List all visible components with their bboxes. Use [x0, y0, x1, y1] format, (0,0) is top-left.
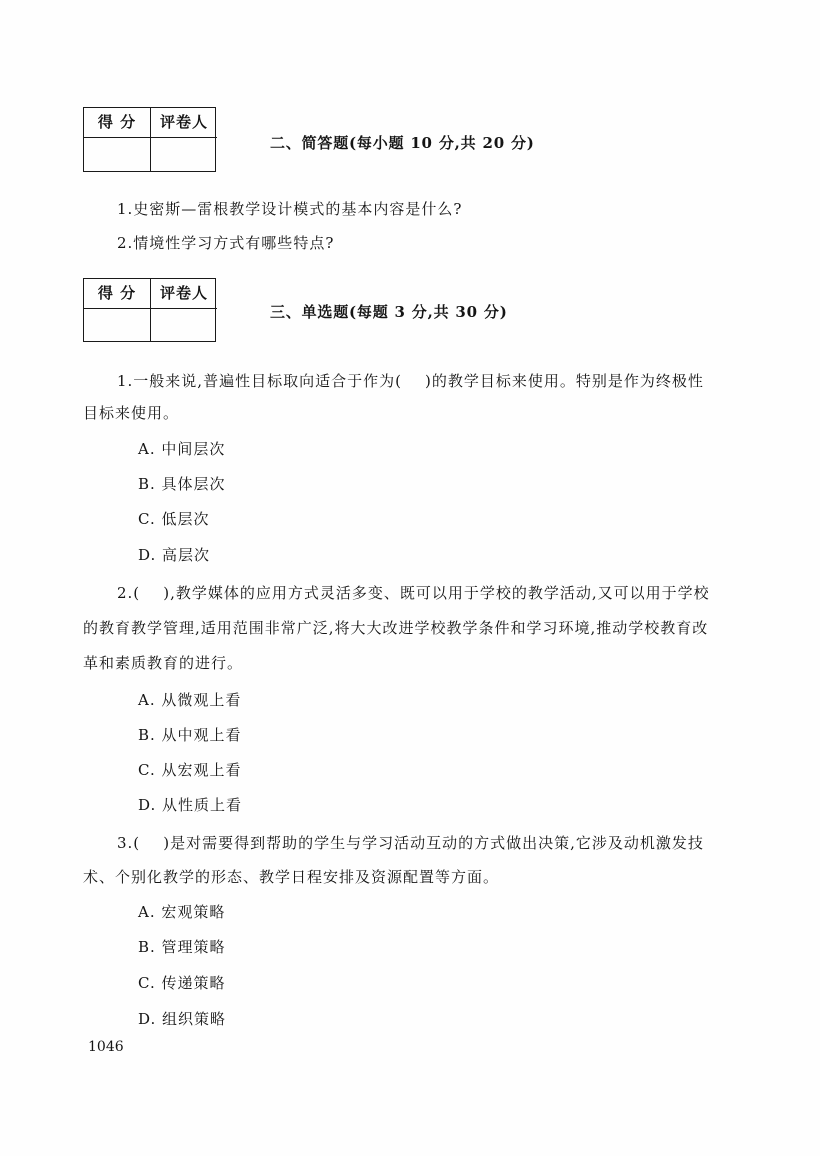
option-d: D. 从性质上看: [138, 796, 243, 814]
option-b: B. 具体层次: [138, 475, 226, 493]
question-line: 革和素质教育的进行。: [83, 654, 244, 672]
score-header: 得 分: [84, 279, 151, 309]
score-table: [83, 278, 216, 342]
question-line: 术、个别化教学的形态、教学日程安排及资源配置等方面。: [83, 868, 500, 886]
section-title-single-choice: 三、单选题(每题 3 分,共 30 分): [270, 303, 508, 321]
score-cell: [84, 138, 151, 171]
option-d: D. 高层次: [138, 546, 211, 564]
option-a: A. 中间层次: [138, 440, 226, 458]
question-line: 1.史密斯—雷根教学设计模式的基本内容是什么?: [117, 200, 463, 218]
grader-header: 评卷人: [151, 279, 217, 309]
option-c: C. 从宏观上看: [138, 761, 242, 779]
score-table: [83, 107, 216, 172]
option-a: A. 宏观策略: [138, 903, 226, 921]
option-d: D. 组织策略: [138, 1010, 227, 1028]
grader-header: 评卷人: [151, 108, 217, 138]
page-number: 1046: [88, 1039, 124, 1055]
option-a: A. 从微观上看: [138, 691, 242, 709]
grader-cell: [151, 309, 217, 341]
section-title-short-answer: 二、简答题(每小题 10 分,共 20 分): [270, 134, 535, 152]
grader-cell: [151, 138, 217, 171]
question-line: 3.( )是对需要得到帮助的学生与学习活动互动的方式做出决策,它涉及动机激发技: [117, 834, 704, 852]
option-c: C. 低层次: [138, 510, 210, 528]
question-line: 2.情境性学习方式有哪些特点?: [117, 234, 335, 252]
option-b: B. 从中观上看: [138, 726, 242, 744]
question-line: 2.( ),教学媒体的应用方式灵活多变、既可以用于学校的教学活动,又可以用于学校: [117, 584, 710, 602]
question-line: 目标来使用。: [83, 404, 180, 422]
question-line: 1.一般来说,普遍性目标取向适合于作为( )的教学目标来使用。特别是作为终极性: [117, 372, 704, 390]
option-c: C. 传递策略: [138, 974, 226, 992]
question-line: 的教育教学管理,适用范围非常广泛,将大大改进学校教学条件和学习环境,推动学校教育改: [83, 619, 709, 637]
option-b: B. 管理策略: [138, 938, 226, 956]
score-header: 得 分: [84, 108, 151, 138]
score-cell: [84, 309, 151, 341]
